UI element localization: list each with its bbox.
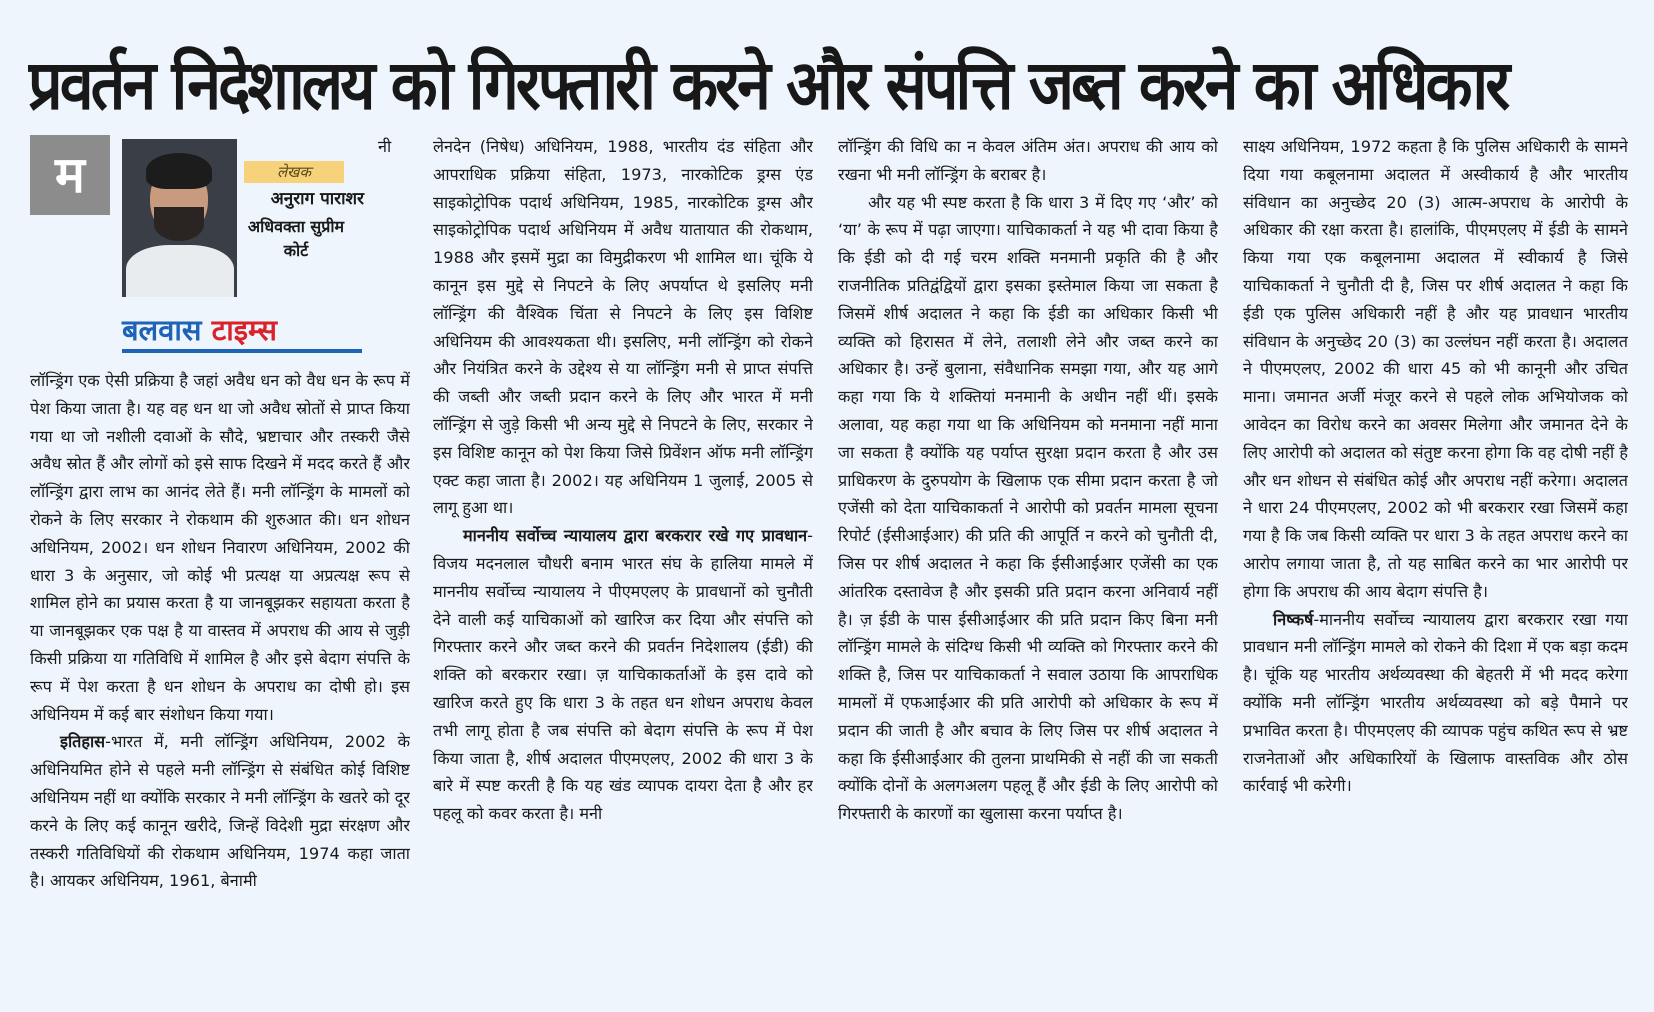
paragraph-acts: लेनदेन (निषेध) अधिनियम, 1988, भारतीय दंड संहिता और आपराधिक प्रक्रिया संहिता, 1973, नारकोटिक ड्रग्स एंड साइकोट्रोपिक पदार्थ अधिनियम, 1985, नारकोटिक ड्रग्स और साइकोट्रोपिक पदार्थ अधिनियम में अवैध यातायात की रोकथाम, 1988 और इसमें मुद्रा का विमुद्रीकरण भी शामिल था। चूंकि ये कानून इस मुद्दे से निपटने के लिए अपर्याप्त थे इसलिए मनी लॉन्ड्रिंग की वैश्विक चिंता से निपटने के लिए इस विशिष्ट अधिनियम की आवश्यकता थी। इसलिए, मनी लॉन्ड्रिंग को रोकने और नियंत्रित करने के उद्देश्य से या लॉन्ड्रिंग मनी से प्राप्त संपत्ति की जब्ती और जब्ती प्रदान करने के लिए और भारत में मनी लॉन्ड्रिंग से जुड़े किसी भी अन्य मुद्दे से निपटने के लिए, सरकार ने इस विशिष्ट कानून को पेश किया जिसे प्रिवेंशन ऑफ मनी लॉन्ड्रिंग एक्ट कहा जाता है। 2002। यह अधिनियम 1 जुलाई, 2005 से लागू हुआ था। — [433, 137, 813, 518]
author-photo — [122, 139, 237, 297]
column-1 — [30, 133, 410, 998]
paragraph-conclusion-text: -माननीय सर्वोच्च न्यायालय द्वारा बरकरार रखा गया प्रावधान मनी लॉन्ड्रिंग मामले को रोकने की दिशा में एक बड़ा कदम है। चूंकि यह भारतीय अर्थव्यवस्था की बेहतरी में भी मदद करेगा क्योंकि मनी लॉन्ड्रिंग भारतीय अर्थव्यवस्था को बड़े पैमाने पर प्रभावित करता है। पीएमएलए की व्यापक पहुंच कथित रूप से भ्रष्ट राजनेताओं और अधिकारियों के खिलाफ वास्तविक और ठोस कार्रवाई भी करेगी। — [1243, 609, 1628, 796]
subhead-provisions: माननीय सर्वोच्च न्यायालय द्वारा बरकरार रखे गए प्रावधान — [463, 526, 808, 546]
author-label: लेखक — [244, 161, 344, 183]
author-role: अधिवक्ता सुप्रीम कोर्ट — [247, 217, 345, 260]
column-3 — [838, 133, 1218, 998]
author-box — [122, 139, 362, 361]
logo-part-1: बलवास — [122, 313, 202, 347]
paragraph-ed-powers: और यह भी स्पष्ट करता है कि धारा 3 में दिए गए ‘और’ को ‘या’ के रूप में पढ़ा जाएगा। याचिकाकर्ता ने यह भी दावा किया है कि ईडी को दी गई चरम शक्ति मनमानी प्रकृति की है और राजनीतिक प्रतिद्वंद्वियों द्वारा इसका इस्तेमाल किया जा सकता है जिसमें शीर्ष अदालत ने कहा कि ईडी का अधिकार किसी भी व्यक्ति को हिरासत में लेने, तलाशी लेने और जब्त करने का अधिकार है। उन्हें बुलाना, संवैधानिक समझा गया, और यह आगे कहा गया कि ये शक्तियां मनमानी के अधीन नहीं थीं। इसके अलावा, यह कहा गया था कि अधिनियम को मनमाना नहीं माना जा सकता है क्योंकि यह पर्याप्त सुरक्षा प्रदान करता है और उस प्राधिकरण के दुरुपयोग के खिलाफ एक सीमा प्रदान करता है जो एजेंसी को देता याचिकाकर्ता ने आरोपी को प्रवर्तन मामला सूचना रिपोर्ट (ईसीआईआर) की प्रति की आपूर्ति न करने को चुनौती दी, जिस पर शीर्ष अदालत ने कहा कि ईसीआईआर एजेंसी का एक आंतरिक दस्तावेज है और इसकी प्रति प्रदान करना अनिवार्य नहीं है। ज़ ईडी के पास ईसीआईआर की प्रति प्रदान किए बिना मनी लॉन्ड्रिंग मामले के संदिग्ध किसी भी व्यक्ति को गिरफ्तार करने की शक्ति है, जिस पर याचिकाकर्ता ने सवाल उठाया कि आपराधिक मामलों में एफआईआर की प्रति आरोपी को अधिकार के रूप में प्रदान की जाती है और बचाव के लिए जिस पर शीर्ष अदालत ने कहा कि ईसीआईआर की तुलना प्राथमिकी से नहीं की जा सकती क्योंकि दोनों के अलगअलग पहलू हैं और ईडी के लिए आरोपी को गिरफ्तारी के कारणों का खुलासा करना पर्याप्त है। — [838, 192, 1218, 824]
paragraph-intro: नी लॉन्ड्रिंग एक ऐसी प्रक्रिया है जहां अवैध धन को वैध धन के रूप में पेश किया जाता है। यह वह धन था जो अवैध स्रोतों से प्राप्त किया गया था जो नशीली दवाओं के सौदे, भ्रष्टाचार और तस्करी जैसे अवैध स्रोत हैं और लोगों को इसे साफ दिखने में मदद करते हैं और लॉन्ड्रिंग द्वारा लाभ का आनंद लेते हैं। मनी लॉन्ड्रिंग के मामलों को रोकने के लिए सरकार ने रोकथाम की शुरुआत की। धन शोधन अधिनियम, 2002। धन शोधन निवारण अधिनियम, 2002 की धारा 3 के अनुसार, जो कोई भी प्रत्यक्ष या अप्रत्यक्ष रूप से शामिल होने का प्रयास करता है या जानबूझकर सहायता करता है या जानबूझकर एक पक्ष है या वास्तव में अपराध की आय से जुड़ी किसी प्रक्रिया या गतिविधि में शामिल है और इसे बेदाग संपत्ति के रूप में पेश करता है धन शोधन के अपराध का दोषी हो। इस अधिनियम में कई बार संशोधन किया गया। — [30, 137, 410, 724]
paragraph-provisions-text: -विजय मदनलाल चौधरी बनाम भारत संघ के हालिया मामले में माननीय सर्वोच्च न्यायालय ने पीएमएलए के प्रावधानों को चुनौती देने वाली कई याचिकाओं को खारिज कर दिया और संपत्ति को गिरफ्तार करने और जब्त करने की प्रवर्तन निदेशालय (ईडी) की शक्ति को बरकरार रखा। ज़ याचिकाकर्ताओं के इस दावे को खारिज करते हुए कि धारा 3 के तहत धन शोधन अपराध केवल तभी लागू होता है जब संपत्ति को बेदाग संपत्ति के रूप में पेश किया जाता है, शीर्ष अदालत पीएमएलए, 2002 की धारा 3 के बारे में स्पष्ट करती है कि यह खंड व्यापक दायरा देता है और हर पहलू को कवर करता है। मनी — [433, 526, 813, 824]
drop-cap: म — [30, 135, 110, 215]
headline: प्रवर्तन निदेशालय को गिरफ्तारी करने और संपत्ति जब्त करने का अधिकार — [28, 45, 1508, 126]
photo-beard — [154, 207, 204, 241]
paragraph-provisions — [433, 522, 813, 828]
publication-logo — [122, 311, 362, 353]
photo-hair — [146, 153, 212, 189]
logo-part-2: टाइम्स — [211, 313, 277, 347]
column-2 — [433, 133, 813, 998]
paragraph-conclusion — [1243, 606, 1628, 801]
column-4 — [1243, 133, 1628, 998]
paragraph-history-text: -भारत में, मनी लॉन्ड्रिंग अधिनियम, 2002 के अधिनियमित होने से पहले मनी लॉन्ड्रिंग से संबंधित कोई विशिष्ट अधिनियम नहीं था क्योंकि सरकार ने मनी लॉन्ड्रिंग के खतरे को दूर करने के लिए कई कानून खरीदे, जिन्हें विदेशी मुद्रा संरक्षण और तस्करी गतिविधियों की रोकथाम अधिनियम, 1974 कहा जाता है। आयकर अधिनियम, 1961, बेनामी — [30, 732, 410, 891]
subhead-history: इतिहास — [60, 732, 106, 752]
subhead-conclusion: निष्कर्ष — [1273, 609, 1314, 629]
paragraph-evidence-act: साक्ष्य अधिनियम, 1972 कहता है कि पुलिस अधिकारी के सामने दिया गया कबूलनामा अदालत में अस्वीकार्य है और भारतीय संविधान का अनुच्छेद 20 (3) आत्म-अपराध के आरोपी के अधिकार की रक्षा करता है। हालांकि, पीएमएलए में ईडी के सामने किया गया एक कबूलनामा अदालत में स्वीकार्य है जिसे याचिकाकर्ता ने चुनौती दी है, जिस पर शीर्ष अदालत ने कहा कि ईडी एक पुलिस अधिकारी नहीं है और यह प्रावधान भारतीय संविधान के अनुच्छेद 20 (3) का उल्लंघन नहीं करता है। अदालत ने पीएमएलए, 2002 की धारा 45 को भी कानूनी और उचित माना। जमानत अर्जी मंजूर करने से पहले लोक अभियोजक को आवेदन का विरोध करने का अवसर मिलेगा और जमानत देने के लिए आरोपी को अदालत को संतुष्ट करना होगा कि वह दोषी नहीं है और धन शोधन से संबंधित कोई और अपराध नहीं करेगा। अदालत ने धारा 24 पीएमएलए, 2002 को भी बरकरार रखा जिसमें कहा गया है कि जब किसी व्यक्ति पर धारा 3 के तहत अपराध करने का आरोप लगाया जाता है, तो यह साबित करने का भार आरोपी पर होगा कि अपराध की आय बेदाग संपत्ति है। — [1243, 137, 1628, 601]
paragraph-history — [30, 728, 410, 895]
author-name: अनुराग पाराशर — [270, 189, 364, 209]
paragraph-laundering-method: लॉन्ड्रिंग की विधि का न केवल अंतिम अंत। अपराध की आय को रखना भी मनी लॉन्ड्रिंग के बराबर है। — [838, 137, 1218, 184]
photo-shirt — [126, 245, 234, 297]
